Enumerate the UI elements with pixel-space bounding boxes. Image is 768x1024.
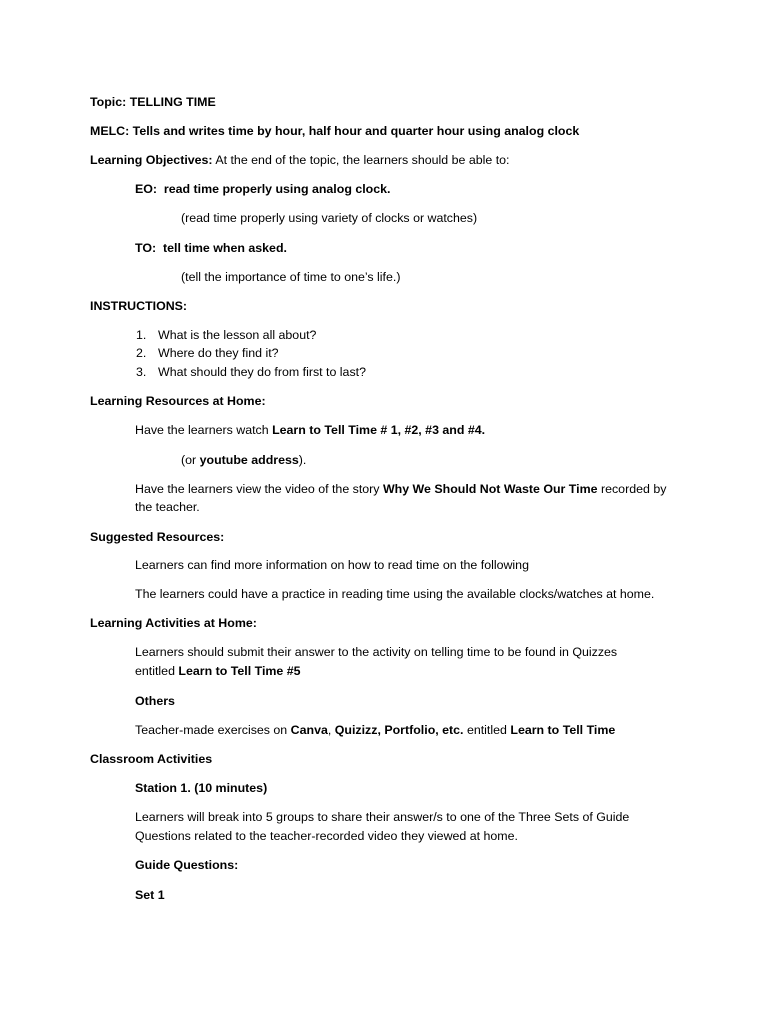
view-line-2: the teacher. xyxy=(135,500,200,514)
list-item-text: What is the lesson all about? xyxy=(158,328,317,342)
objectives-line xyxy=(90,152,509,168)
list-item xyxy=(136,345,279,361)
suggested-line-2: The learners could have a practice in reading time using the available clocks/watches at home. xyxy=(135,587,655,601)
list-item xyxy=(136,327,316,343)
list-item-number: 3. xyxy=(136,365,147,379)
alt-address-line xyxy=(181,452,306,468)
alt-address-pre: (or xyxy=(181,453,197,467)
classroom-heading: Classroom Activities xyxy=(90,752,213,766)
topic-label: Topic: xyxy=(90,95,127,109)
exercises-line xyxy=(135,722,615,738)
list-item-text: What should they do from first to last? xyxy=(158,365,366,379)
exercises-title: Learn to Tell Time xyxy=(510,723,616,737)
platforms-label: Quizizz, Portfolio, etc. xyxy=(334,723,464,737)
others-label: Others xyxy=(135,694,175,708)
eo-label: EO: xyxy=(135,182,158,196)
exercises-text: Teacher-made exercises on xyxy=(135,723,288,737)
list-item-number: 1. xyxy=(136,328,147,342)
alt-address-post: ). xyxy=(298,453,307,467)
eo-note: (read time properly using variety of clocks or watches) xyxy=(181,211,478,225)
suggested-heading: Suggested Resources: xyxy=(90,530,225,544)
to-value: tell time when asked. xyxy=(163,241,287,255)
eo-value: read time properly using analog clock. xyxy=(163,182,391,196)
activities-line-1: Learners should submit their answer to the activity on telling time to be found in Quizzes xyxy=(135,645,618,659)
activities-title: Learn to Tell Time #5 xyxy=(178,664,301,678)
instructions-heading: INSTRUCTIONS: xyxy=(90,299,188,313)
melc-line: MELC: Tells and writes time by hour, half hour and quarter hour using analog clock xyxy=(90,124,580,138)
youtube-address: youtube address xyxy=(199,453,299,467)
exercises-sep: , xyxy=(327,723,332,737)
suggested-line-1: Learners can find more information on how to read time on the following xyxy=(135,558,529,572)
activities-entitled: entitled xyxy=(135,664,175,678)
list-item-text: Where do they find it? xyxy=(158,346,279,360)
station-heading: Station 1. (10 minutes) xyxy=(135,781,268,795)
to-line xyxy=(135,240,287,256)
watch-text: Have the learners watch xyxy=(135,423,269,437)
objectives-label: Learning Objectives: xyxy=(90,153,213,167)
activities-line-2 xyxy=(135,663,301,679)
exercises-entitled: entitled xyxy=(466,723,507,737)
view-text: Have the learners view the video of the story xyxy=(135,482,380,496)
view-post: recorded by xyxy=(600,482,667,496)
watch-line xyxy=(135,422,485,438)
guide-questions-heading: Guide Questions: xyxy=(135,858,239,872)
set-heading: Set 1 xyxy=(135,888,165,902)
home-resources-heading: Learning Resources at Home: xyxy=(90,394,266,408)
to-note: (tell the importance of time to one’s life.) xyxy=(181,270,401,284)
watch-title: Learn to Tell Time # 1, #2, #3 and #4. xyxy=(272,423,486,437)
eo-line xyxy=(135,181,390,197)
view-line xyxy=(135,481,666,497)
home-activities-heading: Learning Activities at Home: xyxy=(90,616,257,630)
topic-line xyxy=(90,94,216,110)
canva-label: Canva xyxy=(290,723,328,737)
to-label: TO: xyxy=(135,241,157,255)
objectives-text: At the end of the topic, the learners should be able to: xyxy=(215,153,510,167)
station-line-2: Questions related to the teacher-recorded video they viewed at home. xyxy=(135,829,518,843)
station-line-1: Learners will break into 5 groups to share their answer/s to one of the Three Sets of Guide xyxy=(135,810,630,824)
topic-value: TELLING TIME xyxy=(129,95,216,109)
story-title: Why We Should Not Waste Our Time xyxy=(382,482,598,496)
list-item xyxy=(136,364,366,380)
list-item-number: 2. xyxy=(136,346,147,360)
